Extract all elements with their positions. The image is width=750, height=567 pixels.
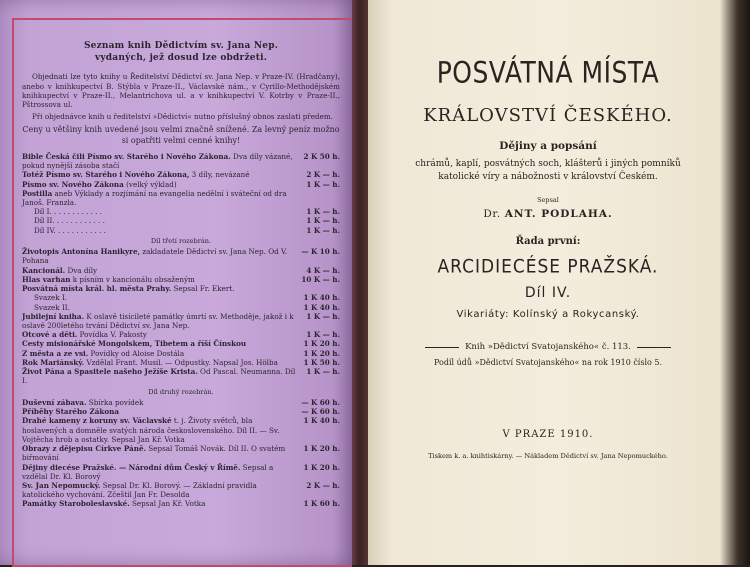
- book-title: Památky Staroboleslavské.: [22, 499, 130, 509]
- book-entry: [22, 463, 340, 481]
- book-detail: 3 díly, nevázané: [189, 170, 250, 180]
- volume-label: Svazek II.: [34, 302, 70, 312]
- volume-price: 1 K — h.: [306, 207, 340, 217]
- book-entry-text: [22, 189, 300, 207]
- volume-price: 1 K 40 h.: [303, 293, 340, 303]
- rule-left: [425, 347, 459, 348]
- series-label: Řada první:: [515, 236, 581, 248]
- book-entry: [22, 152, 340, 170]
- book-title: Životopis Antonína Hanikyre,: [22, 247, 141, 257]
- book-entry: [22, 367, 340, 385]
- entries-group-4: [22, 398, 340, 509]
- volume-label: Díl IV.: [524, 285, 572, 302]
- volume-entry: [22, 207, 340, 216]
- book-detail: Povídky od Aloise Dostála: [88, 348, 185, 358]
- book-price: — K 10 h.: [301, 247, 340, 257]
- book-entry-text: [22, 275, 300, 284]
- book-entry: [22, 330, 340, 339]
- book-price: 1 K — h.: [306, 330, 340, 340]
- book-detail: Sepsal Dr. Kl. Borový. — Základní pravidla katolického vychování. Zčeštil Jan Fr. Desolda: [22, 480, 257, 500]
- volume-entry: [22, 293, 340, 302]
- volume-label: Díl IV. . . . . . . . . . . .: [34, 225, 106, 235]
- zivot-note: Díl druhý rozebrán.: [148, 387, 214, 396]
- series-number-text: Knih »Dědictví Svatojanského« č. 113.: [465, 342, 631, 353]
- book-title: Hlas varhan: [22, 274, 71, 284]
- page-edge-shadow: [720, 0, 750, 565]
- book-price: 2 K — h.: [306, 170, 340, 180]
- book-title: Duševní zábava.: [22, 397, 87, 407]
- volume-entry: [22, 216, 340, 225]
- entries-group-1: [22, 152, 340, 207]
- book-entry: [22, 398, 340, 407]
- book-entry-text: [22, 407, 300, 416]
- book-title: Jubilejní kniha.: [22, 311, 85, 321]
- book-entry: [22, 247, 340, 265]
- book-title: Obrazy z dějepisu Církve Páně.: [22, 444, 147, 454]
- book-title: Posvátná místa král. hl. města Prahy.: [22, 284, 172, 294]
- book-entry-text: [22, 398, 300, 407]
- book-price: 1 K 40 h.: [303, 416, 340, 426]
- book-price: — K 60 h.: [301, 407, 340, 417]
- book-detail: Sepsal Jan Kř. Votka: [129, 499, 206, 509]
- book-entry-text: [22, 152, 300, 170]
- book-entry-text: [22, 312, 300, 330]
- book-entry-text: [22, 481, 300, 499]
- title-page: [384, 55, 712, 461]
- book-title: Postilla: [22, 188, 53, 198]
- book-title: Život Pána a Spasitele našeho Ježíše Krista.: [22, 367, 198, 377]
- prepay-info: Při objednávce knih u ředitelství »Dědictví« nutno příslušný obnos zaslati předem.: [32, 112, 333, 122]
- book-entry: [22, 407, 340, 416]
- book-detail: k písním v kancionálu obsaženým: [70, 274, 195, 284]
- book-entry-text: [22, 358, 300, 367]
- book-detail: aneb Výklady a rozjímání na evangelia nedělní i sváteční od dra Janoš. Franzla.: [22, 188, 287, 207]
- book-price: 4 K — h.: [306, 265, 340, 275]
- book-detail: Sepsal a vzdělal Dr. Kl. Borový: [22, 462, 274, 481]
- book-title: Totéž Písmo sv. Starého i Nového Zákona,: [22, 170, 190, 180]
- volume-label: Svazek I.: [34, 293, 68, 303]
- price-notice: Ceny u většiny knih uvedené jsou velmi značně snížené. Za levný peníz možno si opatřiti velmi cenné knihy!: [22, 125, 340, 145]
- book-title: Příběhy Starého Zákona: [22, 407, 120, 417]
- book-entry: [22, 499, 340, 508]
- heading-line-2: vydaných, jež dosud lze obdržeti.: [94, 53, 268, 64]
- book-detail: Dva díly: [65, 265, 98, 275]
- book-detail: K oslavě tisícileté památky úmrtí sv. Methoděje, jakož i k oslavě 200letého trvání Dědictví sv. Jana Nep.: [22, 311, 294, 330]
- book-entry-text: [22, 367, 300, 385]
- book-entry-text: [22, 247, 300, 265]
- book-detail: zakladatele Dědictví sv. Jana Nep. Od V. Pohana: [22, 247, 288, 266]
- book-entry: [22, 339, 340, 348]
- book-price: 10 K — h.: [301, 274, 340, 284]
- book-price: 1 K 60 h.: [303, 499, 340, 509]
- book-entry-text: [22, 349, 300, 358]
- heading-line-1: Seznam knih Dědictvím sv. Jana Nep.: [83, 41, 279, 51]
- book-detail: Dva díly vázané, pokud nynější zásoba stačí: [22, 151, 293, 171]
- book-price: 1 K 20 h.: [303, 348, 340, 358]
- archdiocese-title: ARCIDIECÉSE PRAŽSKÁ.: [437, 256, 659, 279]
- posvatna-parts: [22, 293, 340, 311]
- book-title: Kancionál.: [22, 265, 66, 275]
- book-entry-text: [22, 330, 300, 339]
- main-title-line-2: KRÁLOVSTVÍ ČESKÉHO.: [423, 105, 673, 126]
- book-price: 1 K — h.: [306, 311, 340, 321]
- book-entry: [22, 444, 340, 462]
- book-entry: [22, 189, 340, 207]
- order-info: Objednati lze tyto knihy u Ředitelství Dědictví sv. Jana Nep. v Praze-IV. (Hradčany), anebo v knihkupectví B. Stýbla v Praze-II., Václavské nám., v Cyrillo-Methodějském knihkupectví v Praze-II., Melantrichova ul. a v knihkupectví V. Kotrby v Praze-II., Pštrossova ul.: [22, 72, 340, 109]
- book-entry: [22, 312, 340, 330]
- book-price: 1 K 20 h.: [303, 462, 340, 472]
- volume-price: 1 K — h.: [306, 225, 340, 235]
- book-detail: Povídka V. Pakosty: [77, 330, 147, 340]
- place-year: V PRAZE 1910.: [502, 429, 594, 441]
- book-price: — K 60 h.: [301, 397, 340, 407]
- book-entry: [22, 180, 340, 189]
- entries-group-2: [22, 247, 340, 293]
- book-detail: Od Pascal. Neumanna. Díl I.: [22, 367, 296, 386]
- main-title: POSVÁTNÁ MÍSTA: [436, 55, 660, 90]
- book-title: Cesty misionářské Mongolskem, Tibetem a říší Čínskou: [22, 339, 247, 349]
- rule-right: [637, 347, 671, 348]
- book-entry: [22, 358, 340, 367]
- book-title: Z města a ze vsi.: [22, 348, 89, 358]
- book-detail: Sepsal Fr. Ekert.: [171, 284, 235, 294]
- author: [384, 208, 712, 220]
- book-detail: Sbírka povídek: [86, 397, 144, 407]
- book-entry-text: [22, 463, 300, 481]
- volume-price: 1 K — h.: [306, 216, 340, 226]
- book-title: Písmo sv. Nového Zákona: [22, 179, 124, 189]
- author-name: ANT. PODLAHA.: [504, 208, 613, 221]
- book-list-heading: [22, 40, 340, 64]
- book-title: Rok Mariánský.: [22, 357, 85, 367]
- book-entry: [22, 284, 340, 293]
- book-entry-text: [22, 170, 300, 179]
- book-list: [22, 40, 340, 509]
- book-entry-text: [22, 499, 300, 508]
- book-entry: [22, 416, 340, 444]
- book-detail: t. j. Životy světců, bla hoslavených a domněle svatých národa československého. Díl II. — Sv. Vojtěcha hrob a ostatky. Sepsal Jan Kř. Votka: [22, 416, 280, 444]
- book-detail: (velký výklad): [123, 179, 177, 189]
- book-entry-text: [22, 416, 300, 444]
- author-prefix: Dr.: [483, 208, 501, 221]
- volume-price: 1 K 40 h.: [303, 302, 340, 312]
- book-title: Dějiny diecése Pražské. — Národní dům Český v Římě.: [22, 462, 241, 472]
- postilla-parts: [22, 207, 340, 235]
- written-by-label: Sepsal: [537, 196, 559, 205]
- book-title: Otcové a děti.: [22, 330, 78, 340]
- volume-label: Díl II. . . . . . . . . . . .: [34, 216, 105, 226]
- book-price: 2 K — h.: [306, 480, 340, 490]
- book-price: 1 K 50 h.: [303, 357, 340, 367]
- book-title: Bible Česká čili Písmo sv. Starého i Nového Zákona.: [22, 151, 231, 161]
- volume-entry: [22, 226, 340, 235]
- book-entry: [22, 275, 340, 284]
- entries-group-3: [22, 312, 340, 386]
- subtitle: Dějiny a popsání: [499, 140, 597, 152]
- book-title: Drahé kameny z koruny sv. Václavské: [22, 416, 172, 426]
- book-entry-text: [22, 339, 300, 348]
- book-entry-text: [22, 266, 300, 275]
- postilla-note: Díl třetí rozebrán.: [150, 236, 212, 245]
- book-entry: [22, 170, 340, 179]
- book-price: 1 K 20 h.: [303, 339, 340, 349]
- volume-label: Díl I. . . . . . . . . . . .: [34, 207, 103, 217]
- book-entry-text: [22, 444, 300, 462]
- vicariates: Vikariáty: Kolínský a Rokycanský.: [456, 309, 640, 321]
- book-entry-text: [22, 180, 300, 189]
- book-price: 1 K — h.: [306, 179, 340, 189]
- member-share: Podíl údů »Dědictví Svatojanského« na rok 1910 číslo 5.: [433, 358, 663, 368]
- book-price: 2 K 50 h.: [303, 151, 340, 161]
- book-title: Sv. Jan Nepomucký.: [22, 480, 101, 490]
- book-entry: [22, 481, 340, 499]
- book-detail: Vzdělal Frant. Musil. — Odpustky. Napsal Jos. Hölba: [84, 357, 278, 367]
- book-price: 1 K — h.: [306, 367, 340, 377]
- book-price: 1 K 20 h.: [303, 444, 340, 454]
- description: chrámů, kaplí, posvátných soch, klášterů i jiných pomníků katolické víry a nábožnosti v království Českém.: [415, 159, 681, 183]
- volume-entry: [22, 303, 340, 312]
- book-entry: [22, 266, 340, 275]
- book-entry: [22, 349, 340, 358]
- book-detail: Sepsal Tomáš Novák. Díl II. O svatém biřmování: [22, 444, 286, 463]
- printer-line: Tiskem k. a. knihtiskárny. — Nákladem Dědictví sv. Jana Nepomuckého.: [428, 452, 668, 461]
- series-number: [384, 342, 712, 352]
- book-entry-text: [22, 284, 300, 293]
